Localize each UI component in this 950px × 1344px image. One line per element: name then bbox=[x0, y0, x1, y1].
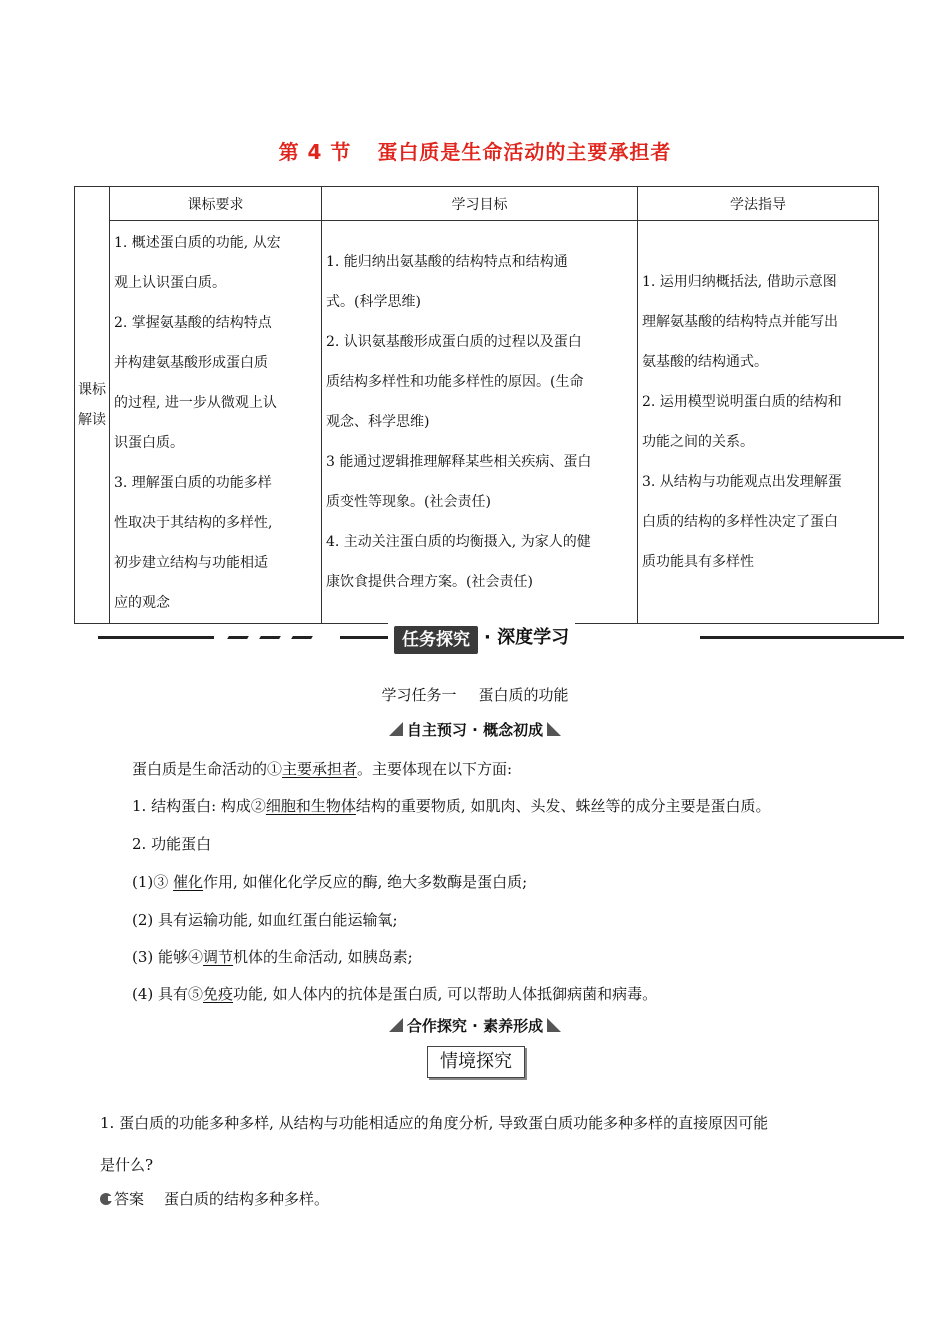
triangle-right-icon bbox=[547, 722, 561, 736]
side-label-line: 解读 bbox=[78, 412, 106, 428]
text-line: 的过程, 进一步从微观上认 bbox=[114, 395, 277, 411]
section-name: 蛋白质是生命活动的主要承担者 bbox=[377, 140, 672, 164]
banner-rule bbox=[700, 636, 904, 639]
triangle-right-icon bbox=[547, 1018, 561, 1032]
banner-dash bbox=[259, 636, 281, 639]
header-requirements: 课标要求 bbox=[110, 187, 322, 221]
text: (1)③ bbox=[132, 873, 174, 891]
side-label-cell bbox=[75, 187, 110, 624]
blank-answer: 调节 bbox=[203, 948, 234, 966]
banner-rule bbox=[98, 636, 214, 639]
text-line: 并构建氨基酸形成蛋白质 bbox=[114, 355, 268, 371]
triangle-left-icon bbox=[389, 1018, 403, 1032]
text: 结构的重要物质, 如肌肉、头发、蛛丝等的成分主要是蛋白质。 bbox=[355, 797, 771, 815]
objectives-text bbox=[322, 242, 637, 602]
subheading-preview bbox=[0, 719, 950, 740]
guidance-text bbox=[638, 262, 878, 582]
text-line: 4. 主动关注蛋白质的均衡摄入, 为家人的健 bbox=[326, 534, 591, 550]
task-label: 学习任务一 bbox=[381, 686, 457, 704]
text-line: 3. 从结构与功能观点出发理解蛋 bbox=[642, 474, 842, 490]
paragraph-functional bbox=[132, 833, 211, 854]
text-line: 观念、科学思维) bbox=[326, 414, 430, 430]
task-name: 蛋白质的功能 bbox=[478, 686, 569, 704]
answer bbox=[100, 1188, 329, 1209]
text-line: 白质的结构的多样性决定了蛋白 bbox=[642, 514, 838, 530]
text-line: 质功能具有多样性 bbox=[642, 554, 754, 570]
question-line: 是什么? bbox=[100, 1156, 154, 1174]
paragraph-structural bbox=[132, 795, 770, 816]
task-title bbox=[0, 684, 950, 705]
text-line: 1. 能归纳出氨基酸的结构特点和结构通 bbox=[326, 254, 568, 270]
text-line: 质变性等现象。(社会责任) bbox=[326, 494, 491, 510]
guidance-cell bbox=[638, 221, 879, 624]
side-label-line: 课标 bbox=[78, 382, 106, 398]
text-line: 观上认识蛋白质。 bbox=[114, 275, 226, 291]
text-line: 应的观念 bbox=[114, 595, 170, 611]
text: 1. 结构蛋白: 构成② bbox=[132, 797, 266, 815]
text-line: 2. 运用模型说明蛋白质的结构和 bbox=[642, 394, 842, 410]
text-line: 理解氨基酸的结构特点并能写出 bbox=[642, 314, 838, 330]
text-line: 2. 掌握氨基酸的结构特点 bbox=[114, 315, 272, 331]
answer-text: 蛋白质的结构多种多样。 bbox=[164, 1190, 330, 1208]
requirements-text bbox=[110, 223, 321, 623]
text: (4) 具有⑤ bbox=[132, 985, 204, 1003]
blank-answer: 免疫 bbox=[203, 985, 234, 1003]
table-header-row bbox=[75, 187, 879, 221]
text-line: 1. 运用归纳概括法, 借助示意图 bbox=[642, 274, 837, 290]
section-number: 第 4 节 bbox=[278, 140, 352, 164]
answer-label: 答案 bbox=[114, 1190, 145, 1208]
text-line: 1. 概述蛋白质的功能, 从宏 bbox=[114, 235, 281, 251]
subheading-cooperation bbox=[0, 1015, 950, 1036]
requirements-cell bbox=[110, 221, 322, 624]
triangle-left-icon bbox=[389, 722, 403, 736]
text-line: 性取决于其结构的多样性, bbox=[114, 515, 273, 531]
text: (2) 具有运输功能, 如血红蛋白能运输氧; bbox=[132, 911, 398, 929]
text-line: 康饮食提供合理方案。(社会责任) bbox=[326, 574, 533, 590]
banner-text: · 深度学习 bbox=[484, 627, 570, 648]
objectives-cell bbox=[322, 221, 638, 624]
section-banner bbox=[98, 622, 904, 652]
paragraph-catalysis bbox=[132, 871, 527, 892]
paragraph-regulation bbox=[132, 946, 413, 967]
text: 机体的生命活动, 如胰岛素; bbox=[233, 948, 413, 966]
text-line: 初步建立结构与功能相适 bbox=[114, 555, 268, 571]
paragraph-immunity bbox=[132, 983, 657, 1004]
banner-label bbox=[388, 622, 575, 654]
text-line: 3. 理解蛋白质的功能多样 bbox=[114, 475, 272, 491]
curriculum-table bbox=[74, 186, 879, 624]
blank-answer: 细胞和生物体 bbox=[265, 797, 356, 815]
question-line: 1. 蛋白质的功能多种多样, 从结构与功能相适应的角度分析, 导致蛋白质功能多种多样的直接原因可能 bbox=[100, 1114, 769, 1132]
banner-dash bbox=[227, 636, 249, 639]
text-line: 氨基酸的结构通式。 bbox=[642, 354, 768, 370]
text: 2. 功能蛋白 bbox=[132, 835, 212, 853]
blank-answer: 主要承担者 bbox=[282, 760, 358, 778]
header-guidance: 学法指导 bbox=[638, 187, 879, 221]
text-line: 识蛋白质。 bbox=[114, 435, 184, 451]
answer-icon bbox=[100, 1193, 112, 1205]
text: 功能, 如人体内的抗体是蛋白质, 可以帮助人体抵御病菌和病毒。 bbox=[233, 985, 658, 1003]
text-line: 2. 认识氨基酸形成蛋白质的过程以及蛋白 bbox=[326, 334, 582, 350]
subheading-text: 合作探究 · 素养形成 bbox=[406, 1017, 544, 1035]
page-title bbox=[0, 136, 950, 165]
text-line: 3 能通过逻辑推理解释某些相关疾病、蛋白 bbox=[326, 454, 592, 470]
paragraph-intro bbox=[132, 758, 512, 779]
scenario-badge: 情境探究 bbox=[427, 1046, 525, 1078]
text-line: 功能之间的关系。 bbox=[642, 434, 754, 450]
text: (3) 能够④ bbox=[132, 948, 204, 966]
text-line: 式。(科学思维) bbox=[326, 294, 421, 310]
subheading-text: 自主预习 · 概念初成 bbox=[406, 721, 544, 739]
banner-dash bbox=[291, 636, 313, 639]
text: 。主要体现在以下方面: bbox=[357, 760, 513, 778]
paragraph-transport bbox=[132, 909, 398, 930]
text: 蛋白质是生命活动的① bbox=[132, 760, 283, 778]
blank-answer: 催化 bbox=[173, 873, 204, 891]
text-line: 质结构多样性和功能多样性的原因。(生命 bbox=[326, 374, 584, 390]
text: 作用, 如催化化学反应的酶, 绝大多数酶是蛋白质; bbox=[203, 873, 528, 891]
table-content-row bbox=[75, 221, 879, 624]
header-objectives: 学习目标 bbox=[322, 187, 638, 221]
banner-tag: 任务探究 bbox=[394, 626, 478, 654]
